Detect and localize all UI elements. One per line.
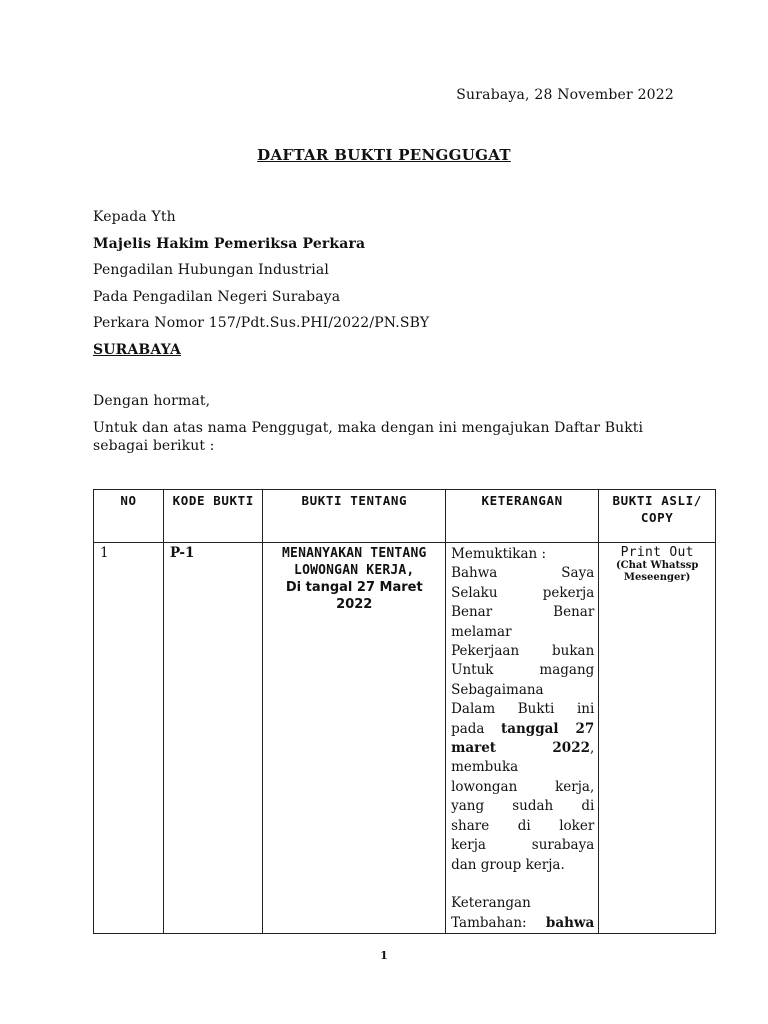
- cell-kode: P-1: [164, 543, 263, 934]
- intro-paragraph: Untuk dan atas nama Penggugat, maka dengan ini mengajukan Daftar Bukti sebagai berikut :: [93, 420, 644, 454]
- ket-bold-word: 2022: [552, 740, 590, 757]
- ket-line: Bahwa Saya: [451, 565, 595, 582]
- document-title: DAFTAR BUKTI PENGGUGAT: [257, 146, 511, 164]
- ket-line: dan group kerja.: [451, 856, 565, 873]
- cell-keterangan: [446, 543, 599, 934]
- cell-bukti-asli: [599, 543, 716, 934]
- ket-line: Selaku pekerja: [451, 584, 595, 601]
- greeting: Dengan hormat,: [93, 393, 211, 409]
- ket-spacer: [451, 875, 594, 894]
- bukti-tentang-line1: MENANYAKAN TENTANG LOWONGAN KERJA,: [282, 546, 427, 578]
- address-recipient: Majelis Hakim Pemeriksa Perkara: [93, 235, 366, 252]
- ket-line: lowongan kerja,: [451, 778, 595, 795]
- ket-bold-word: tanggal 27: [501, 720, 595, 737]
- ket-line: Benar Benar: [451, 604, 595, 621]
- header-kode-bukti: KODE BUKTI: [164, 490, 263, 543]
- ket-line: melamar: [451, 623, 512, 640]
- header-keterangan: KETERANGAN: [446, 490, 599, 543]
- header-no: NO: [94, 490, 164, 543]
- ket-line: Untuk magang: [451, 662, 595, 679]
- ket-line: yang sudah di: [451, 798, 595, 815]
- address-court: Pengadilan Hubungan Industrial: [93, 262, 329, 279]
- cell-bukti-tentang: [263, 543, 446, 934]
- table-row: [94, 543, 716, 934]
- place-date: Surabaya, 28 November 2022: [456, 87, 674, 103]
- table-header-row: [94, 490, 716, 543]
- ket-line: kerja surabaya: [451, 837, 595, 854]
- evidence-table: [93, 489, 716, 934]
- bukti-tentang-line2: Di tangal 27 Maret 2022: [285, 580, 423, 612]
- ket-line: share di loker: [451, 817, 595, 834]
- ket-line: Keterangan: [451, 895, 531, 912]
- page-number: 1: [380, 949, 388, 962]
- address-case-number: Perkara Nomor 157/Pdt.Sus.PHI/2022/PN.SBY: [93, 315, 430, 332]
- ket-line-tanggal: [451, 720, 594, 739]
- ket-word: Tambahan:: [451, 914, 527, 931]
- ket-word: ,: [589, 740, 595, 757]
- asli-type: Print Out: [620, 545, 694, 560]
- ket-line: Dalam Bukti ini: [451, 701, 595, 718]
- address-block: [93, 204, 429, 364]
- ket-bold-word: bahwa: [545, 914, 595, 931]
- ket-word: pada: [451, 720, 485, 737]
- ket-line-maret: [451, 739, 594, 758]
- asli-note: (Chat Whatssp Meseenger): [615, 560, 699, 583]
- address-to: Kepada Yth: [93, 209, 176, 225]
- header-bukti-asli-copy: BUKTI ASLI/ COPY: [599, 490, 716, 543]
- address-city: SURABAYA: [93, 341, 181, 358]
- ket-line: membuka: [451, 759, 519, 776]
- ket-line: Pekerjaan bukan: [451, 643, 595, 660]
- ket-line: Memuktikan :: [451, 546, 547, 562]
- address-court-location: Pada Pengadilan Negeri Surabaya: [93, 288, 341, 305]
- ket-bold-word: maret: [451, 740, 497, 757]
- ket-line: Sebagaimana: [451, 681, 544, 698]
- ket-line-tambahan: [451, 914, 594, 933]
- header-bukti-tentang: BUKTI TENTANG: [263, 490, 446, 543]
- cell-no: 1: [94, 543, 164, 934]
